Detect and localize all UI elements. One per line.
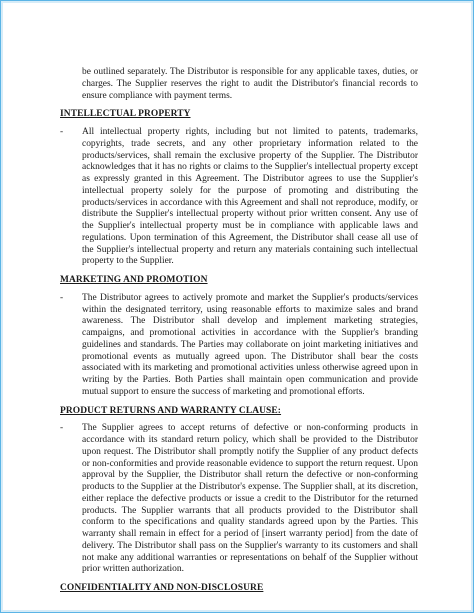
section-marketing-and-promotion [60, 275, 418, 399]
section-paragraph: All intellectual property rights, including but not limited to patents, trademarks, copyrights, trade secrets, and any other proprietary information related to the products/services, shall remain the exclusive property of the Supplier. The Distributor acknowledges that it has no rights or claims to the Supplier's intellectual property except as expressly granted in this Agreement. The Distributor agrees to use the Supplier's intellectual property solely for the purpose of promoting and distributing the products/services in accordance with this Agreement and shall not reproduce, modify, or distribute the Supplier's intellectual property without prior written consent. Any use of the Supplier's intellectual property must be in compliance with applicable laws and regulations. Upon termination of this Agreement, the Distributor shall cease all use of the Supplier's intellectual property and return any materials containing such intellectual property to the Supplier. [82, 127, 418, 267]
section-heading: MARKETING AND PROMOTION [60, 275, 208, 285]
dash-bullet: - [60, 127, 64, 137]
list-item [60, 423, 418, 576]
section-product-returns [60, 406, 418, 577]
section-confidentiality [60, 583, 418, 595]
list-item [60, 127, 418, 268]
section-heading: CONFIDENTIALITY AND NON-DISCLOSURE [60, 583, 264, 593]
document-body [60, 67, 418, 601]
section-paragraph: The Supplier agrees to accept returns of defective or non-conforming products in accordance with its standard return policy, which shall be provided to the Distributor upon request. The Distributor shall promptly notify the Supplier of any product defects or non-conformities and provide reasonable evidence to support the return request. Upon approval by the Supplier, the Distributor shall return the defective or non-conforming products to the Supplier at the Distributor's expense. The Supplier shall, at its discretion, either replace the defective products or issue a credit to the Distributor for the returned products. The Supplier warrants that all products provided to the Distributor shall conform to the specifications and quality standards agreed upon by the Parties. This warranty shall remain in effect for a period of [insert warranty period] from the date of delivery. The Distributor shall pass on the Supplier's warranty to its customers and shall not make any additional warranties or representations on behalf of the Supplier without prior written authorization. [82, 423, 418, 575]
section-intellectual-property [60, 109, 418, 268]
section-heading: INTELLECTUAL PROPERTY [60, 109, 191, 120]
list-item [60, 293, 418, 399]
dash-bullet: - [60, 292, 64, 303]
intro-continuation: be outlined separately. The Distributor is responsible for any applicable taxes, duties, or charges. The Supplier reserves the right to audit the Distributor's financial records to ensure compliance with payment terms. [82, 67, 418, 101]
section-paragraph: The Distributor agrees to actively promote and market the Supplier's products/services within the designated territory, using reasonable efforts to maximize sales and brand awareness. The Distributor shall develop and implement marketing strategies, campaigns, and promotional activities in accordance with the Supplier's branding guidelines and standards. The Parties may collaborate on joint marketing initiatives and promotional events as mutually agreed upon. The Distributor shall bear the costs associated with its marketing and promotional activities unless otherwise agreed upon in writing by the Parties. Both Parties shall maintain open communication and provide mutual support to ensure the success of marketing and promotional efforts. [82, 292, 418, 397]
dash-bullet: - [60, 423, 64, 434]
section-heading: PRODUCT RETURNS AND WARRANTY CLAUSE: [60, 405, 282, 416]
